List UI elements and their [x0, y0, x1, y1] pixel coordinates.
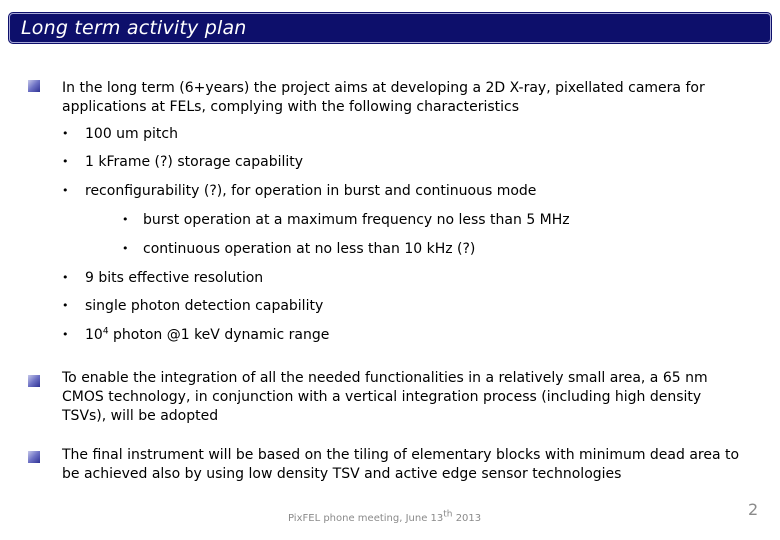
slide-title: Long term activity plan — [21, 17, 247, 39]
sub-sub-item-continuous: continuous operation at no less than 10 kHz (?) — [143, 241, 476, 257]
sub-bullet-dot: • — [62, 184, 69, 197]
sub-bullet-dot: • — [62, 271, 69, 284]
sub-item-reconfigurability: reconfigurability (?), for operation in burst and continuous mode — [85, 183, 537, 199]
sub-item-single-photon: single photon detection capability — [85, 298, 324, 314]
sub-sub-item-burst: burst operation at a maximum frequency no less than 5 MHz — [143, 212, 570, 228]
main-bullet-integration: To enable the integration of all the needed functionalities in a relatively small area, a 65 nm CMOS technology, in conjunction with a vertical integration process (including high density TSVs), will be adopted — [62, 370, 708, 424]
footer-suffix: th — [443, 509, 453, 520]
sub-bullet-dot: • — [62, 299, 69, 312]
sub-item-resolution: 9 bits effective resolution — [85, 270, 264, 286]
page-number: 2 — [748, 500, 759, 519]
footer-text: PixFEL phone meeting, June 13 — [288, 513, 444, 524]
dynamic-range-exponent: 4 — [102, 326, 109, 337]
blue-square-bullet-icon — [28, 80, 40, 92]
sub-bullet-dot: • — [62, 328, 69, 341]
sub-sub-bullet-dot: • — [122, 242, 129, 255]
sub-bullet-dot: • — [62, 155, 69, 168]
sub-bullet-dot: • — [62, 127, 69, 140]
sub-sub-bullet-dot: • — [122, 213, 129, 226]
dynamic-range-text: photon @1 keV dynamic range — [108, 327, 330, 343]
title-bar — [9, 13, 771, 43]
sub-item-pitch: 100 um pitch — [85, 126, 178, 142]
main-bullet-tiling: The final instrument will be based on the tiling of elementary blocks with minimum dead area to be achieved also by using low density TSV and active edge sensor technologies — [62, 447, 740, 482]
dynamic-range-base: 10 — [85, 327, 103, 343]
main-bullet-intro: In the long term (6+years) the project aims at developing a 2D X-ray, pixellated camera for applications at FELs, complying with the following characteristics — [62, 80, 705, 115]
blue-square-bullet-icon — [28, 375, 40, 387]
blue-square-bullet-icon — [28, 451, 40, 463]
footer-year: 2013 — [452, 513, 482, 524]
sub-item-storage: 1 kFrame (?) storage capability — [85, 154, 304, 170]
slide-footer — [288, 509, 482, 524]
sub-item-dynamic-range — [85, 326, 329, 344]
